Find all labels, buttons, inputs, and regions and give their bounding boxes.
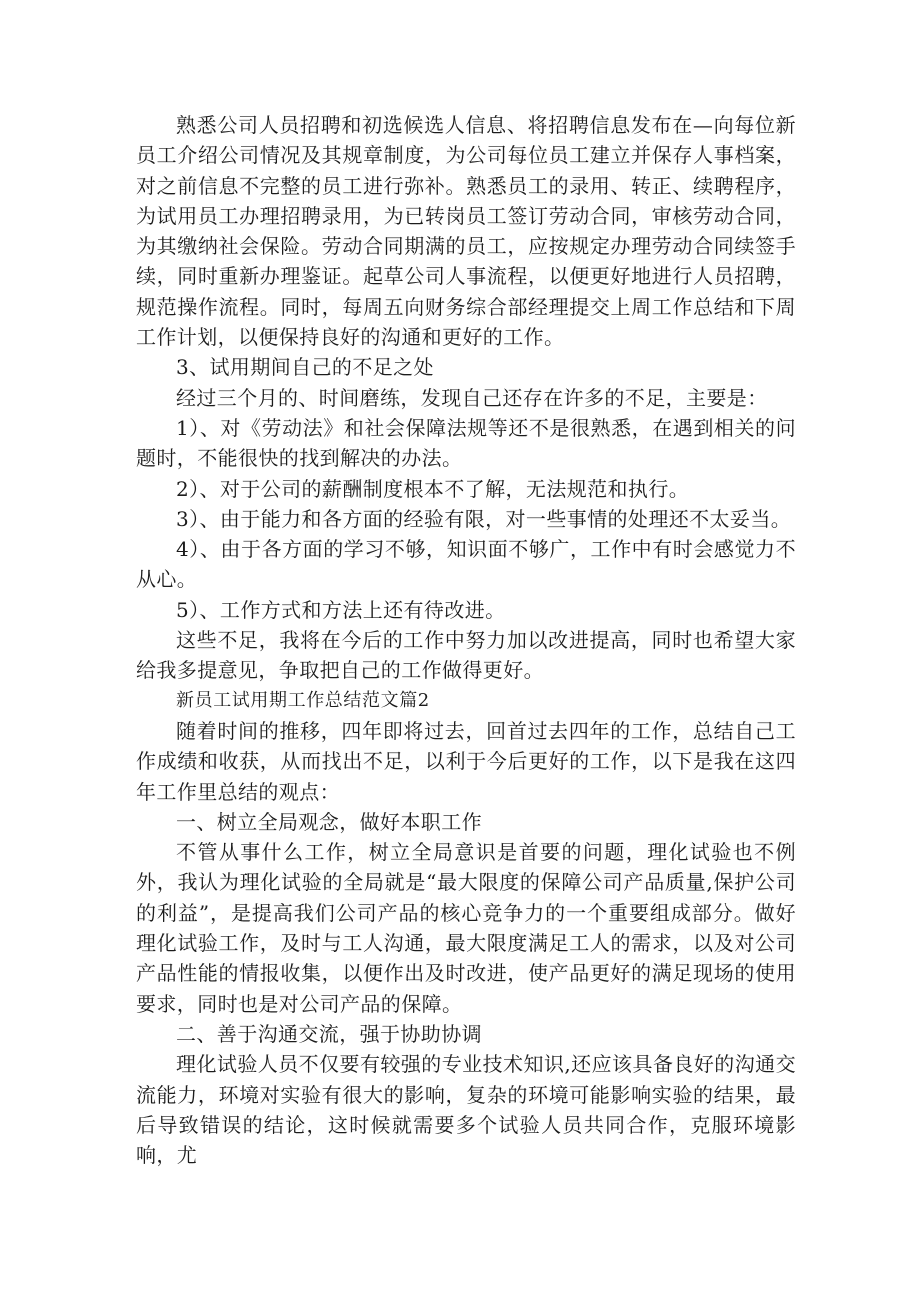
list-item-1: 1）、对《劳动法》和社会保障法规等还不是很熟悉，在遇到相关的问题时，不能很快的找到解决的办法。 (136, 415, 796, 471)
heading-overall-view: 一、树立全局观念，做好本职工作 (176, 809, 482, 834)
paragraph-overall-view: 不管从事什么工作，树立全局意识是首要的问题，理化试验也不例外，我认为理化试验的全局就是“最大限度的保障公司产品质量,保护公司的利益”，是提高我们公司产品的核心竞争力的一个重要组成部分。做好理化试验工作，及时与工人沟通，最大限度满足工人的需求，以及对公司产品性能的情报收集，以便作出及时改进，使产品更好的满足现场的使用要求，同时也是对公司产品的保障。 (136, 840, 796, 1016)
document-body (136, 110, 796, 1170)
heading-communication: 二、善于沟通交流，强于协助协调 (176, 1021, 482, 1046)
paragraph-recruitment-duties: 熟悉公司人员招聘和初选候选人信息、将招聘信息发布在—向每位新员工介绍公司情况及其规章制度，为公司每位员工建立并保存人事档案，对之前信息不完整的员工进行弥补。熟悉员工的录用、转正、续聘程序，为试用员工办理招聘录用，为已转岗员工签订劳动合同，审核劳动合同，为其缴纳社会保险。劳动合同期满的员工，应按规定办理劳动合同续签手续，同时重新办理鉴证。起草公司人事流程，以便更好地进行人员招聘，规范操作流程。同时，每周五向财务综合部经理提交上周工作总结和下周工作计划，以便保持良好的沟通和更好的工作。 (136, 113, 796, 350)
list-item-4: 4）、由于各方面的学习不够，知识面不够广，工作中有时会感觉力不从心。 (136, 537, 796, 592)
section-title-part2: 新员工试用期工作总结范文篇2 (176, 689, 430, 711)
list-item-2: 2）、对于公司的薪酬制度根本不了解，无法规范和执行。 (176, 476, 690, 501)
heading-shortcomings: 3、试用期间自己的不足之处 (176, 355, 434, 380)
paragraph-four-years: 随着时间的推移，四年即将过去，回首过去四年的工作，总结自己工作成绩和收获，从而找出不足，以利于今后更好的工作，以下是我在这四年工作里总结的观点： (136, 718, 796, 804)
list-item-3: 3）、由于能力和各方面的经验有限，对一些事情的处理还不太妥当。 (176, 506, 792, 531)
paragraph-shortcomings-intro: 经过三个月的、时间磨练，发现自己还存在许多的不足，主要是： (176, 385, 768, 410)
paragraph-improvement: 这些不足，我将在今后的工作中努力加以改进提高，同时也希望大家给我多提意见，争取把自己的工作做得更好。 (136, 628, 796, 683)
paragraph-communication: 理化试验人员不仅要有较强的专业技术知识,还应该具备良好的沟通交流能力，环境对实验有很大的影响，复杂的环境可能影响实验的结果，最后导致错误的结论，这时候就需要多个试验人员共同合作，克服环境影响，尤 (136, 1052, 796, 1168)
list-item-5: 5）、工作方式和方法上还有待改进。 (176, 597, 506, 622)
